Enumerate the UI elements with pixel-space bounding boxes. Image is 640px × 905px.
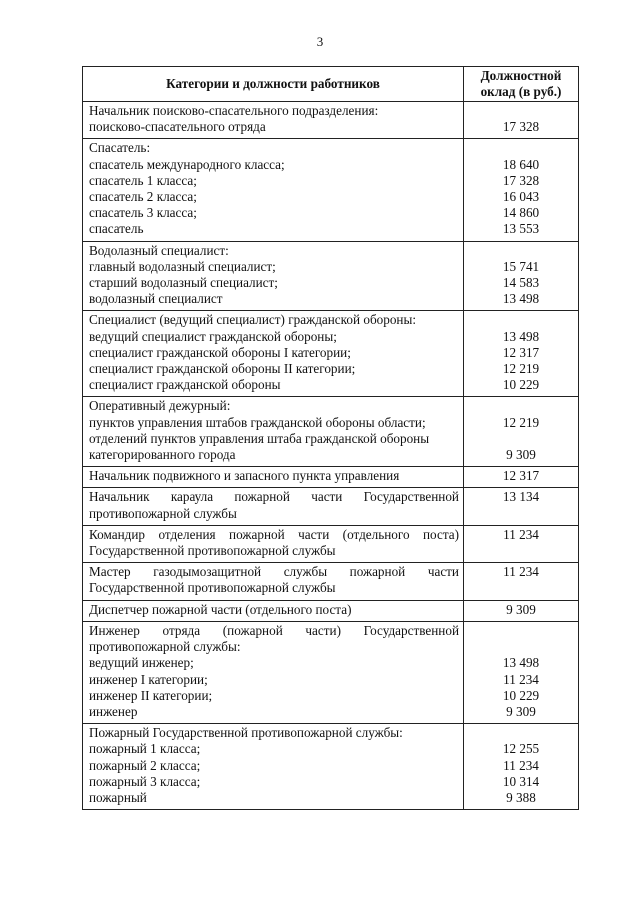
salary-value: 12 317 [502, 344, 540, 360]
salary-value [464, 243, 578, 259]
category-cell [83, 488, 464, 525]
table-body [83, 102, 579, 810]
position-name: противопожарной службы: [89, 639, 241, 655]
salary-value: 13 498 [502, 328, 540, 344]
column-header-salary: Должностной оклад (в руб.) [464, 67, 579, 102]
table-row [83, 563, 579, 600]
salary-value: 18 640 [502, 156, 540, 172]
salary-value: 13 498 [502, 655, 540, 671]
table-row [83, 621, 579, 723]
salary-value: 14 583 [502, 275, 540, 291]
salary-cell [464, 139, 579, 241]
category-cell [83, 139, 464, 241]
table-row [83, 724, 579, 810]
position-name: пожарный 3 класса; [89, 773, 201, 789]
salary-value: 12 219 [502, 414, 540, 430]
category-cell [83, 467, 464, 488]
position-name: спасатель 3 класса; [89, 205, 197, 221]
position-name: инженер II категории; [89, 687, 213, 703]
position-name: спасатель 2 класса; [89, 189, 197, 205]
category-title: Мастер газодымозащитной службы пожарной части [89, 564, 459, 580]
salary-value: 17 328 [502, 119, 540, 135]
category-cell [83, 102, 464, 139]
position-name: старший водолазный специалист; [89, 275, 278, 291]
salary-cell [464, 102, 579, 139]
position-name: специалист гражданской обороны II категории; [89, 361, 356, 377]
salary-value: 13 498 [502, 291, 540, 307]
category-title: Специалист (ведущий специалист) гражданской обороны: [89, 312, 417, 328]
salary-value: 16 043 [502, 189, 540, 205]
table-row [83, 397, 579, 467]
salary-value [464, 103, 578, 119]
salary-value [464, 580, 578, 596]
position-name: специалист гражданской обороны I категории; [89, 344, 351, 360]
position-name: водолазный специалист [89, 291, 223, 307]
salary-cell [464, 600, 579, 621]
salary-value: 9 309 [506, 447, 536, 463]
salary-value: 13 134 [502, 489, 540, 505]
salary-value [464, 398, 578, 414]
category-cell [83, 563, 464, 600]
table-row [83, 241, 579, 311]
category-cell [83, 600, 464, 621]
salary-cell [464, 488, 579, 525]
salary-cell [464, 724, 579, 810]
salary-value: 11 234 [503, 757, 539, 773]
salary-value: 12 317 [502, 468, 540, 484]
position-name: пожарный 1 класса; [89, 741, 201, 757]
position-name: ведущий специалист гражданской обороны; [89, 328, 337, 344]
salary-value [464, 140, 578, 156]
category-title: Инженер отряда (пожарной части) Государственной [89, 622, 459, 638]
category-cell [83, 397, 464, 467]
position-name: спасатель международного класса; [89, 156, 285, 172]
category-title: Начальник подвижного и запасного пункта управления [89, 468, 400, 484]
salary-cell [464, 525, 579, 562]
position-name: инженер [89, 703, 138, 719]
category-cell [83, 621, 464, 723]
table-row [83, 488, 579, 525]
position-name: отделений пунктов управления штаба гражданской обороны [89, 430, 430, 446]
salary-value [464, 725, 578, 741]
salary-value: 12 219 [502, 361, 540, 377]
salary-cell [464, 241, 579, 311]
salary-value: 9 309 [506, 601, 536, 617]
position-name: категорированного города [89, 447, 236, 463]
table-row [83, 139, 579, 241]
table-row [83, 102, 579, 139]
position-name: Государственной противопожарной службы [89, 580, 336, 596]
salary-cell [464, 563, 579, 600]
position-name: поисково-спасательного отряда [89, 119, 266, 135]
table-row [83, 467, 579, 488]
salary-table [82, 66, 579, 810]
salary-cell [464, 621, 579, 723]
salary-value: 11 234 [503, 564, 539, 580]
category-title: Командир отделения пожарной части (отдельного поста) [89, 526, 459, 542]
position-name: специалист гражданской обороны [89, 377, 281, 393]
salary-value: 12 255 [502, 741, 540, 757]
category-title: Водолазный специалист: [89, 242, 229, 258]
salary-value [464, 506, 578, 522]
category-title: Пожарный Государственной противопожарной службы: [89, 725, 403, 741]
column-header-category: Категории и должности работников [83, 67, 464, 102]
table-row [83, 600, 579, 621]
table-row [83, 311, 579, 397]
salary-value [464, 312, 578, 328]
salary-value: 15 741 [502, 258, 540, 274]
table-row [83, 525, 579, 562]
salary-value [464, 543, 578, 559]
salary-value: 11 234 [503, 671, 539, 687]
category-title: Оперативный дежурный: [89, 398, 231, 414]
salary-value: 10 229 [502, 687, 540, 703]
salary-value: 11 234 [503, 526, 539, 542]
position-name: пожарный [89, 789, 147, 805]
position-name: ведущий инженер; [89, 655, 194, 671]
salary-value: 17 328 [502, 172, 540, 188]
position-name: спасатель 1 класса; [89, 172, 197, 188]
salary-cell [464, 397, 579, 467]
position-name: пожарный 2 класса; [89, 757, 201, 773]
category-title: Начальник караула пожарной части Государственной [89, 489, 459, 505]
category-cell [83, 311, 464, 397]
salary-cell [464, 311, 579, 397]
salary-value: 9 309 [506, 703, 536, 719]
position-name: противопожарной службы [89, 505, 237, 521]
category-title: Начальник поисково-спасательного подразделения: [89, 103, 379, 118]
category-cell [83, 525, 464, 562]
position-name: инженер I категории; [89, 671, 208, 687]
category-cell [83, 241, 464, 311]
salary-cell [464, 467, 579, 488]
position-name: пунктов управления штабов гражданской обороны области; [89, 414, 426, 430]
position-name: главный водолазный специалист; [89, 258, 276, 274]
page-number: 3 [316, 34, 324, 49]
salary-value: 10 314 [502, 773, 540, 789]
salary-value: 9 388 [506, 789, 536, 805]
table-header-row [83, 67, 579, 102]
salary-value: 10 229 [502, 377, 540, 393]
category-cell [83, 724, 464, 810]
salary-value [464, 623, 578, 639]
position-name: спасатель [89, 221, 144, 237]
position-name: Государственной противопожарной службы [89, 543, 336, 559]
salary-value [464, 639, 578, 655]
salary-value: 14 860 [502, 205, 540, 221]
salary-value: 13 553 [502, 221, 540, 237]
salary-value [464, 431, 578, 447]
category-title: Диспетчер пожарной части (отдельного поста) [89, 601, 352, 617]
category-title: Спасатель: [89, 140, 151, 156]
